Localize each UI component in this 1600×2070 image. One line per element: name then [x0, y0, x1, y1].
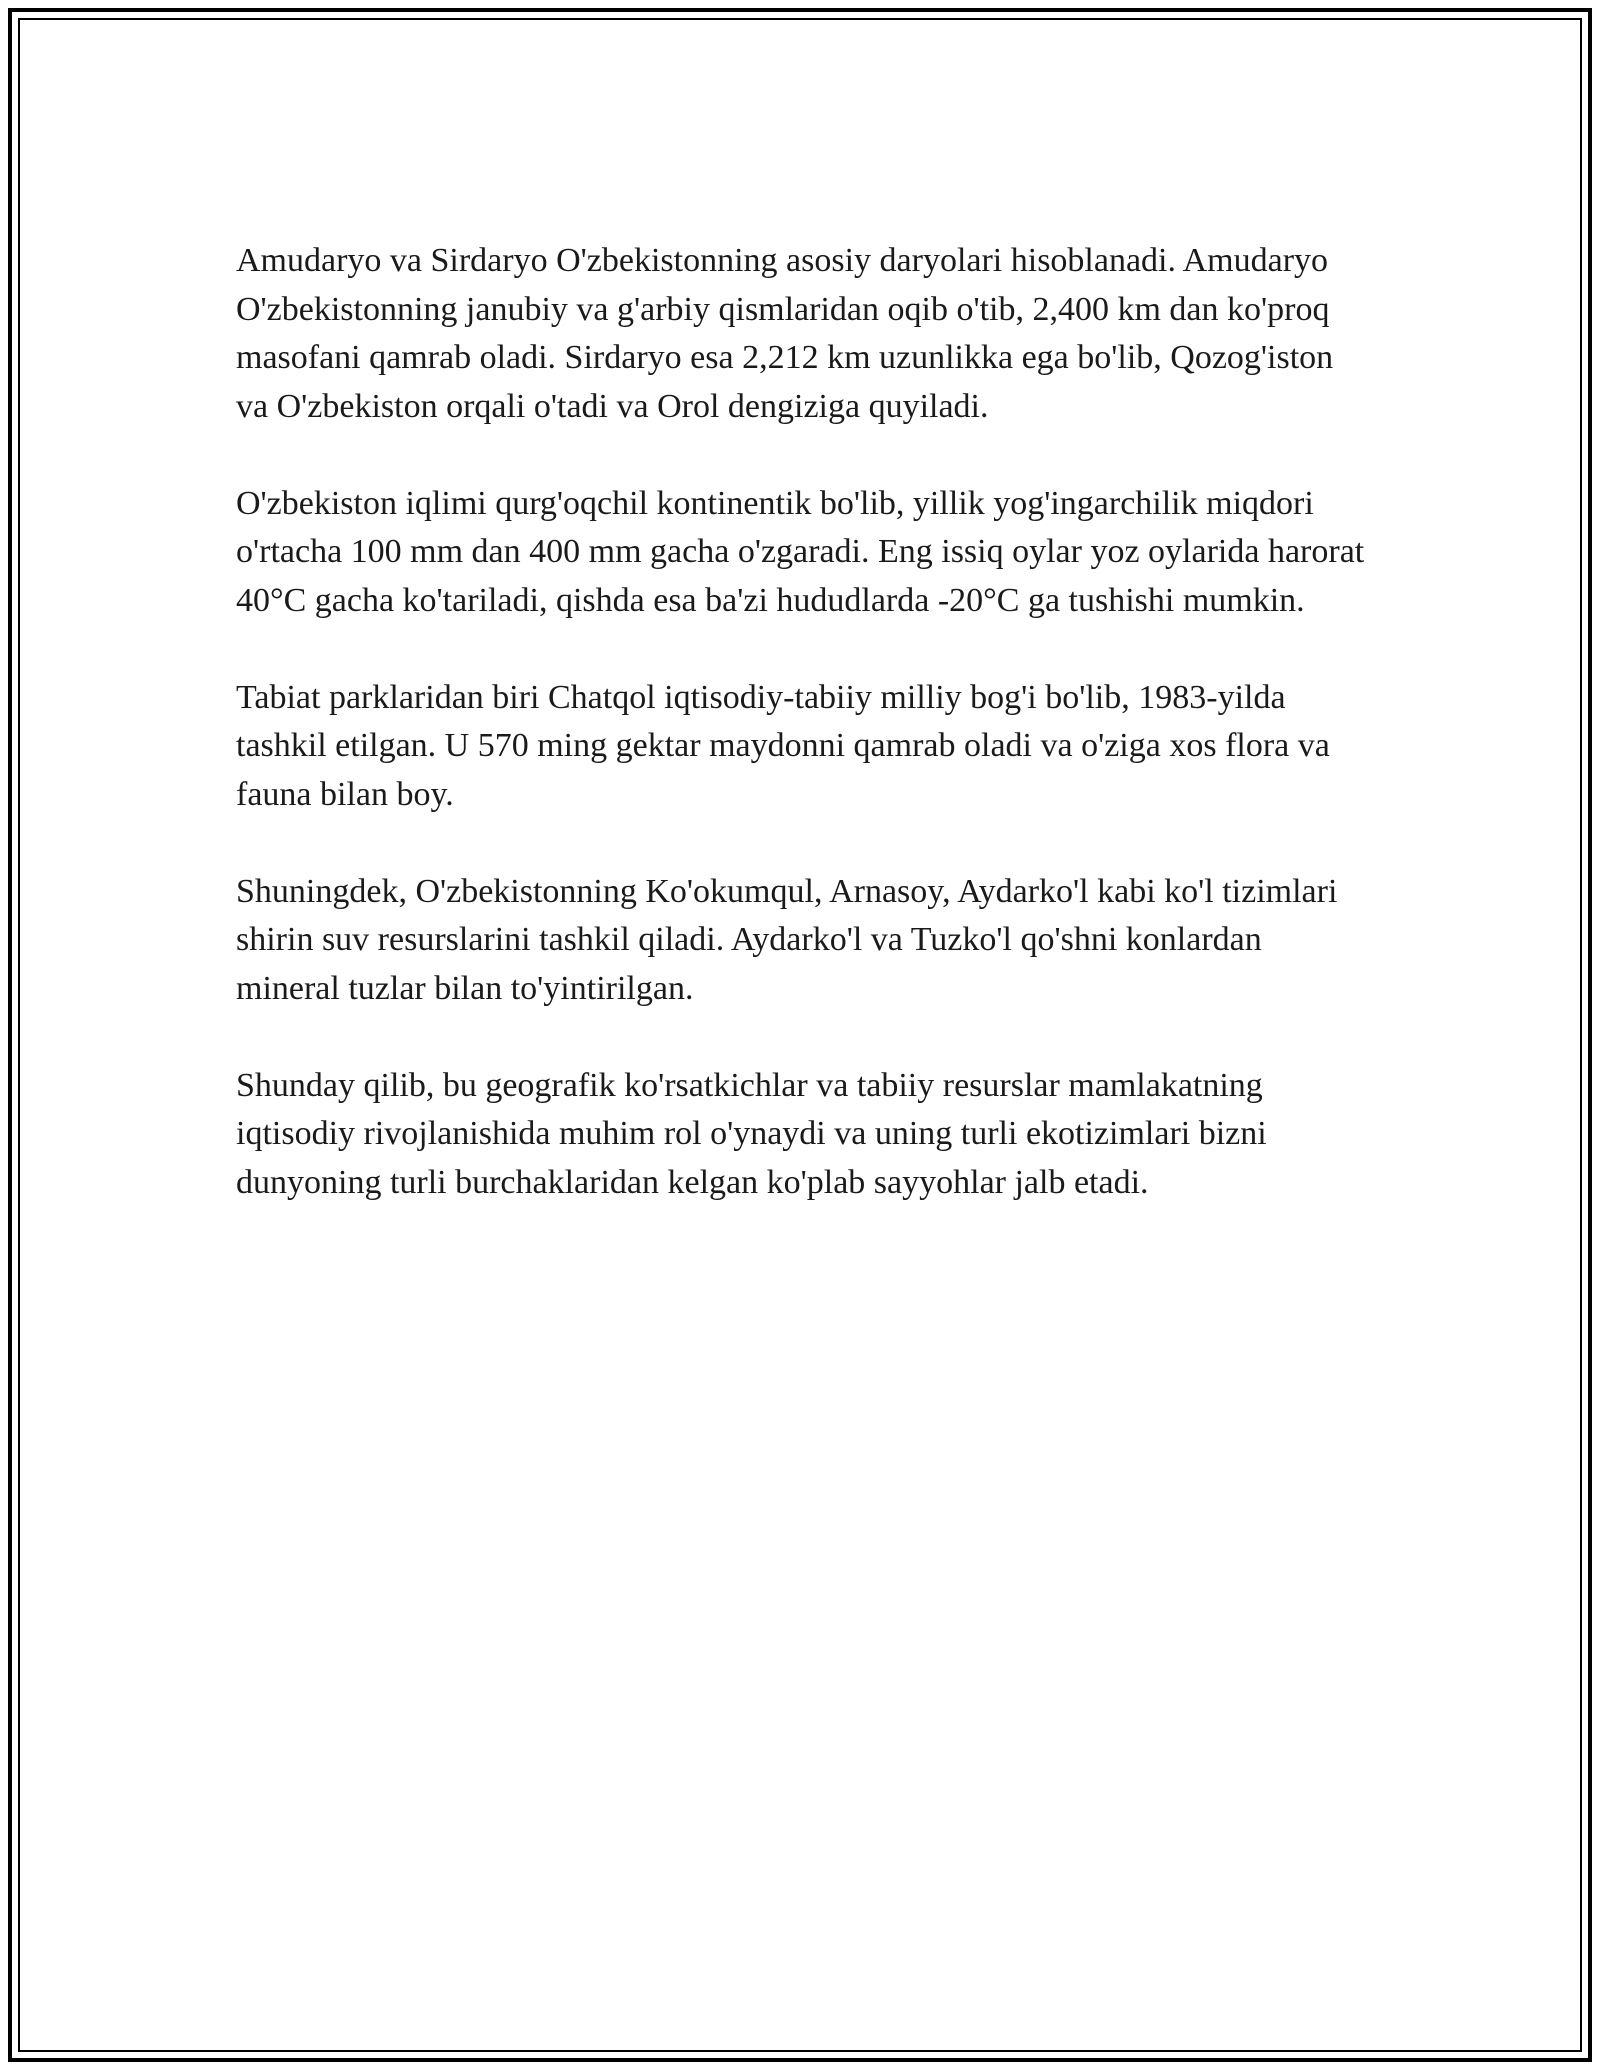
paragraph-lakes: Shuningdek, O'zbekistonning Ko'okumqul, Arnasoy, Aydarko'l kabi ko'l tizimlari shirin suv resurslarini tashkil qiladi. Aydarko'l va Tuzko'l qo'shni konlardan mineral tuzlar bilan to'yintirilgan. — [236, 872, 1338, 1007]
paragraph-national-park: Tabiat parklaridan biri Chatqol iqtisodiy-tabiiy milliy bog'i bo'lib, 1983-yilda tashkil etilgan. U 570 ming gektar maydonni qamrab oladi va o'ziga xos flora va fauna bilan boy. — [236, 678, 1330, 813]
paragraph-rivers: Amudaryo va Sirdaryo O'zbekistonning asosiy daryolari hisoblanadi. Amudaryo O'zbekistonning janubiy va g'arbiy qismlaridan oqib o'tib, 2,400 km dan ko'proq masofani qamrab oladi. Sirdaryo esa 2,212 km uzunlikka ega bo'lib, Qozog'iston va O'zbekiston orqali o'tadi va Orol dengiziga quyiladi. — [236, 242, 1334, 425]
paragraph-conclusion: Shunday qilib, bu geografik ko'rsatkichlar va tabiiy resurslar mamlakatning iqtisodiy rivojlanishida muhim rol o'ynaydi va uning turli ekotizimlari bizni dunyoning turli burchaklaridan kelgan ko'plab sayyohlar jalb etadi. — [236, 1066, 1267, 1201]
paragraph-climate: O'zbekiston iqlimi qurg'oqchil kontinentik bo'lib, yillik yog'ingarchilik miqdori o'rtacha 100 mm dan 400 mm gacha o'zgaradi. Eng issiq oylar yoz oylarida harorat 40°C gacha ko'tariladi, qishda esa ba'zi hududlarda -20°C ga tushishi mumkin. — [236, 484, 1365, 619]
document-body — [236, 237, 1366, 1256]
